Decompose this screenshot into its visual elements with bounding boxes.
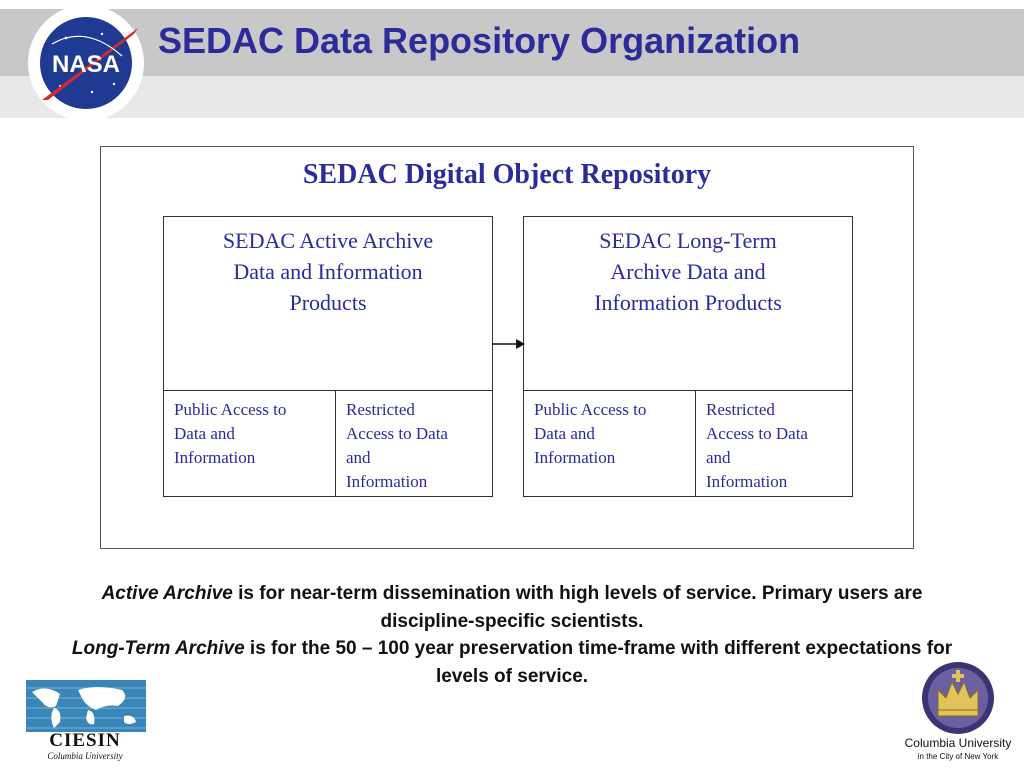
caption-active-term: Active Archive [101,583,233,604]
caption-text [60,580,964,690]
active-archive-box [163,216,493,497]
active-public-access: Public Access to Data and Information [164,391,336,496]
longterm-public-access: Public Access to Data and Information [524,391,696,496]
active-archive-title: SEDAC Active Archive Data and Information Products [222,228,434,315]
archive-transfer-arrow [492,337,526,351]
active-restricted-access: Restricted Access to Data and Information [346,400,448,491]
svg-text:NASA: NASA [51,51,121,78]
columbia-subtitle: in the City of New York [917,752,999,761]
longterm-archive-access-row [524,390,852,496]
caption-longterm-text: is for the 50 – 100 year preservation time-frame with different expectations for levels of service. [244,638,953,687]
longterm-archive-box [523,216,853,497]
nasa-logo [22,4,150,122]
ciesin-wordmark: CIESIN [49,730,121,751]
slide-title: SEDAC Data Repository Organization [158,20,801,61]
caption-longterm-line [60,635,964,690]
repository-title: SEDAC Digital Object Repository [302,159,712,190]
caption-longterm-term: Long-Term Archive [71,638,245,659]
columbia-name: Columbia University [904,736,1012,750]
longterm-archive-title: SEDAC Long-Term Archive Data and Information Products [594,228,782,315]
ciesin-subtitle: Columbia University [47,751,123,761]
caption-active-line [60,580,964,635]
columbia-crown-logo [920,660,996,736]
longterm-restricted-access: Restricted Access to Data and Information [706,400,808,491]
active-archive-access-row [164,390,492,496]
caption-active-text: is for near-term dissemination with high levels of service. Primary users are discipline-specific scientists. [232,583,923,632]
header-band-lower [0,76,1024,118]
